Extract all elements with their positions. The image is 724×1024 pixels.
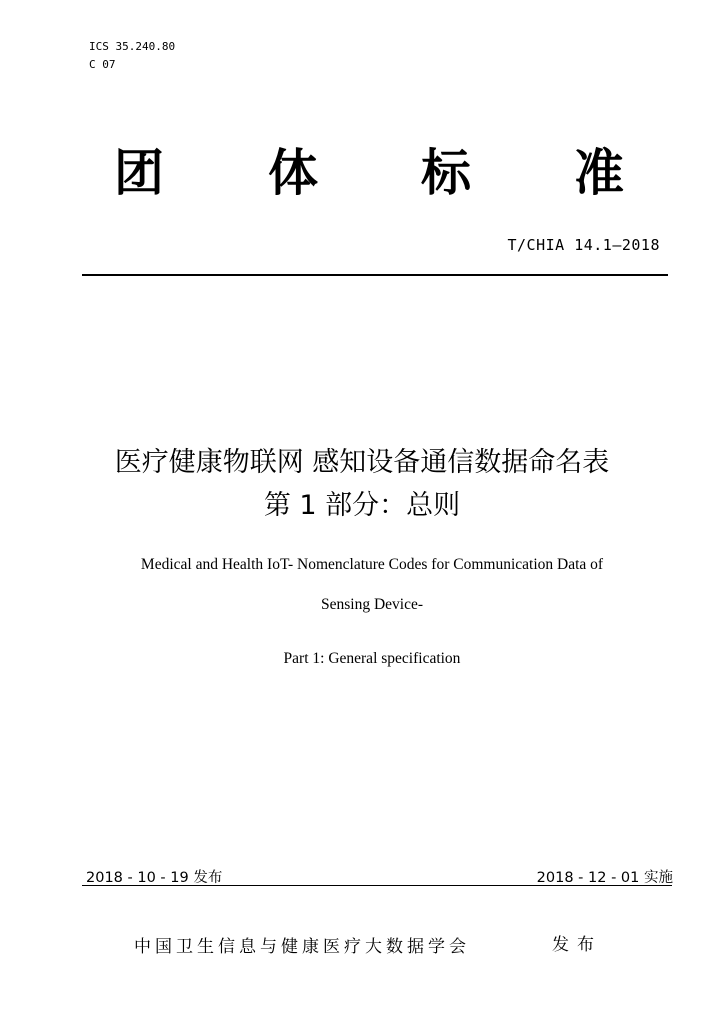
top-divider <box>82 274 668 276</box>
publish-label: 发布 <box>552 935 602 955</box>
english-title-line-3: Part 1: General specification <box>283 650 461 667</box>
chinese-title-line-2: 第 1 部分：总则 <box>263 490 461 521</box>
heading-char-2: 体 <box>268 144 318 202</box>
standard-number: T/CHIA 14.1—2018 <box>507 236 660 254</box>
release-date: 2018 - 10 - 19 发布 <box>86 870 223 886</box>
ccs-code: C 07 <box>89 58 116 71</box>
classification-codes <box>89 38 175 74</box>
heading-char-4: 准 <box>574 144 624 202</box>
english-title-line-2: Sensing Device- <box>320 596 423 613</box>
publisher-name: 中国卫生信息与健康医疗大数据学会 <box>134 937 470 957</box>
heading-char-3: 标 <box>421 144 471 202</box>
ics-code: ICS 35.240.80 <box>89 40 176 53</box>
heading-char-1: 团 <box>114 144 164 202</box>
bottom-divider <box>82 885 672 886</box>
chinese-title-line-1: 医疗健康物联网 感知设备通信数据命名表 <box>114 447 610 478</box>
english-title-line-1: Medical and Health IoT- Nomenclature Codes for Communication Data of <box>140 556 604 573</box>
implementation-date: 2018 - 12 - 01 实施 <box>536 870 673 886</box>
group-standard-heading <box>0 143 724 203</box>
